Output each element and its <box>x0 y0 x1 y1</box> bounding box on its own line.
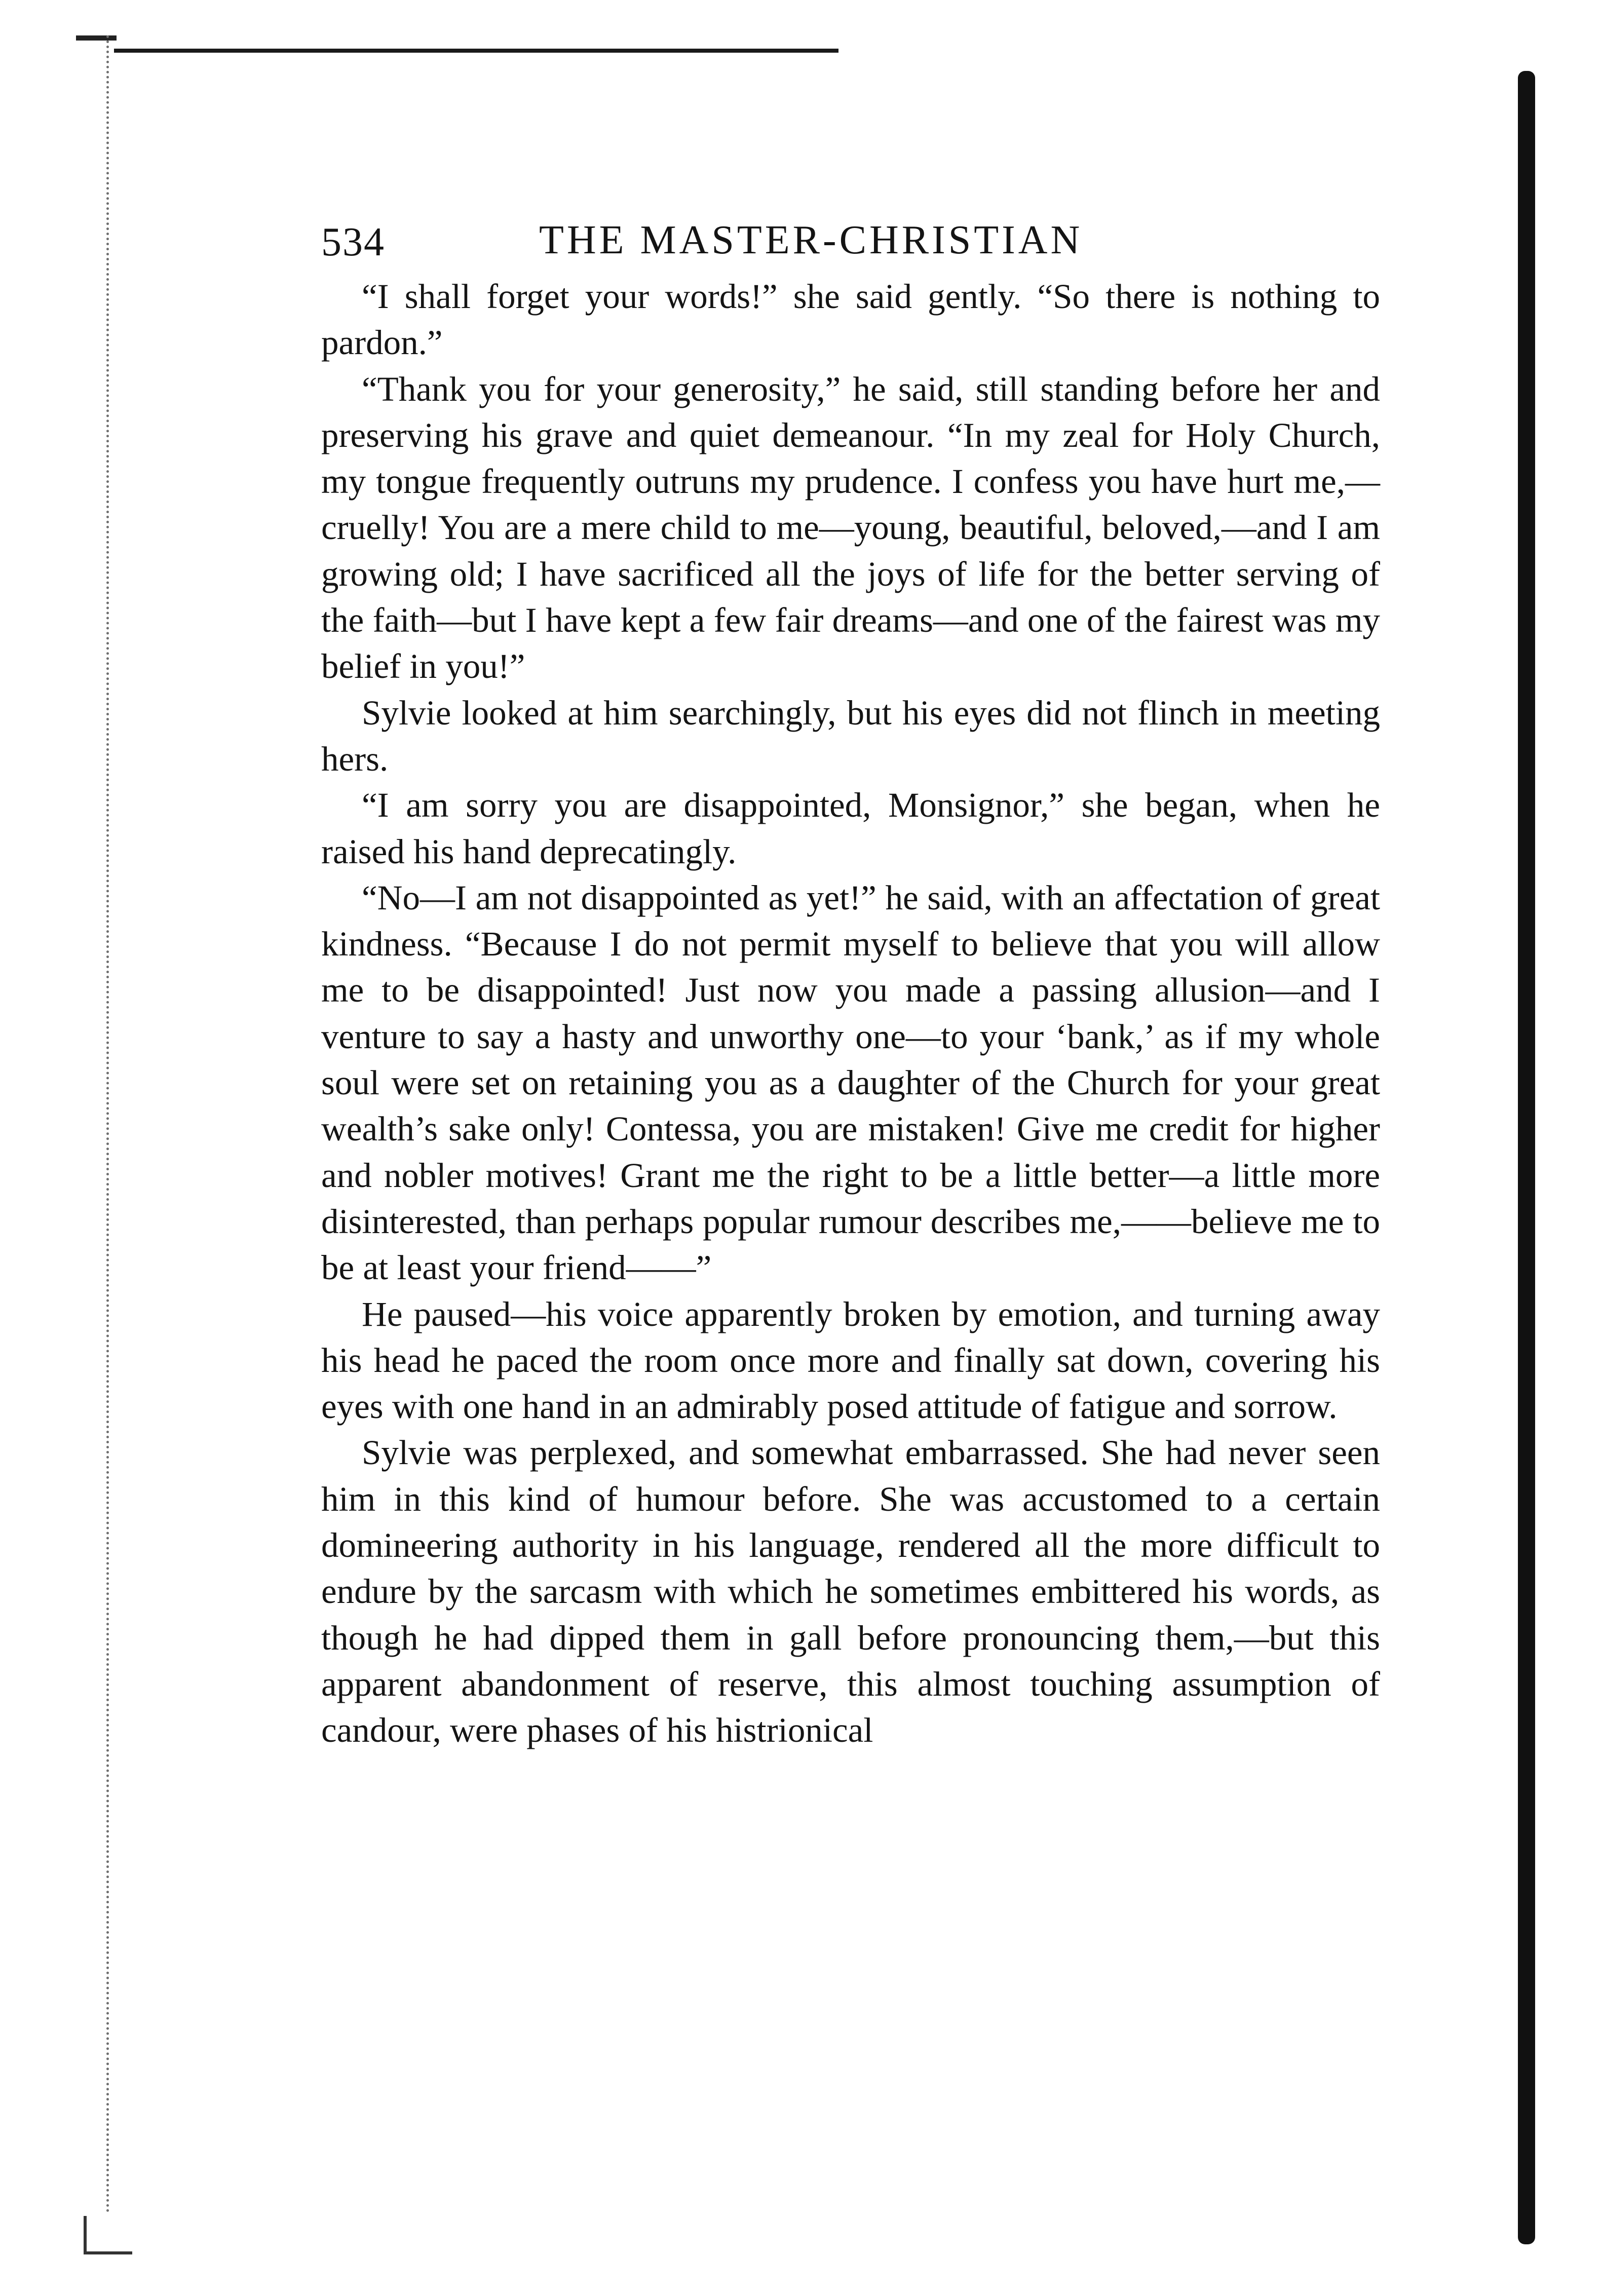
paragraph-4: “I am sorry you are disappointed, Monsignor,” she began, when he raised his hand deprecatingly. <box>321 786 1380 871</box>
paragraph-1: “I shall forget your words!” she said gently. “So there is nothing to pardon.” <box>321 277 1380 362</box>
paragraph-7: Sylvie was perplexed, and somewhat embarrassed. She had never seen him in this kind of humour before. She was accustomed to a certain domineering authority in his language, rendered all the more difficult to endure by the sarcasm with which he sometimes embittered his words, as though he had dipped them in gall before pronouncing them,—but this apparent abandonment of reserve, this almost touching assumption of candour, were phases of his histrionical <box>321 1433 1380 1750</box>
paragraph-3: Sylvie looked at him searchingly, but his eyes did not flinch in meeting hers. <box>321 693 1380 778</box>
binding-shadow-bar <box>1518 71 1535 2244</box>
paragraph-2: “Thank you for your generosity,” he said, still standing before her and preserving his grave and quiet demeanour. “In my zeal for Holy Church, my tongue frequently outruns my prudence. I confess you have hurt me,—cruelly! You are a mere child to me—young, beautiful, beloved,—and I am growing old; I have sacrificed all the joys of life for the better serving of the faith—but I have kept a few fair dreams—and one of the fairest was my belief in you!” <box>321 369 1380 686</box>
scan-corner-bottom <box>84 2216 132 2254</box>
page-edge-left <box>76 35 127 2254</box>
book-title: THE MASTER-CHRISTIAN <box>539 218 1083 262</box>
scan-corner-top <box>76 35 117 41</box>
body-text <box>321 274 1380 1754</box>
book-page <box>321 213 1380 1754</box>
scan-edge-dots <box>106 35 109 2214</box>
running-head <box>321 213 1380 274</box>
top-rule <box>114 49 838 53</box>
paragraph-6: He paused—his voice apparently broken by emotion, and turning away his head he paced the room once more and finally sat down, covering his eyes with one hand in an admirably posed attitude of fatigue and sorrow. <box>321 1294 1380 1426</box>
paragraph-5: “No—I am not disappointed as yet!” he said, with an affectation of great kindness. “Because I do not permit myself to believe that you will allow me to be disappointed! Just now you made a passing allusion—and I venture to say a hasty and unworthy one—to your ‘bank,’ as if my whole soul were set on retaining you as a daughter of the Church for your great wealth’s sake only! Contessa, you are mistaken! Give me credit for higher and nobler motives! Grant me the right to be a little better—a little more disinterested, than perhaps popular rumour describes me,——believe me to be at least your friend——” <box>321 878 1380 1287</box>
page-number: 534 <box>321 220 385 264</box>
